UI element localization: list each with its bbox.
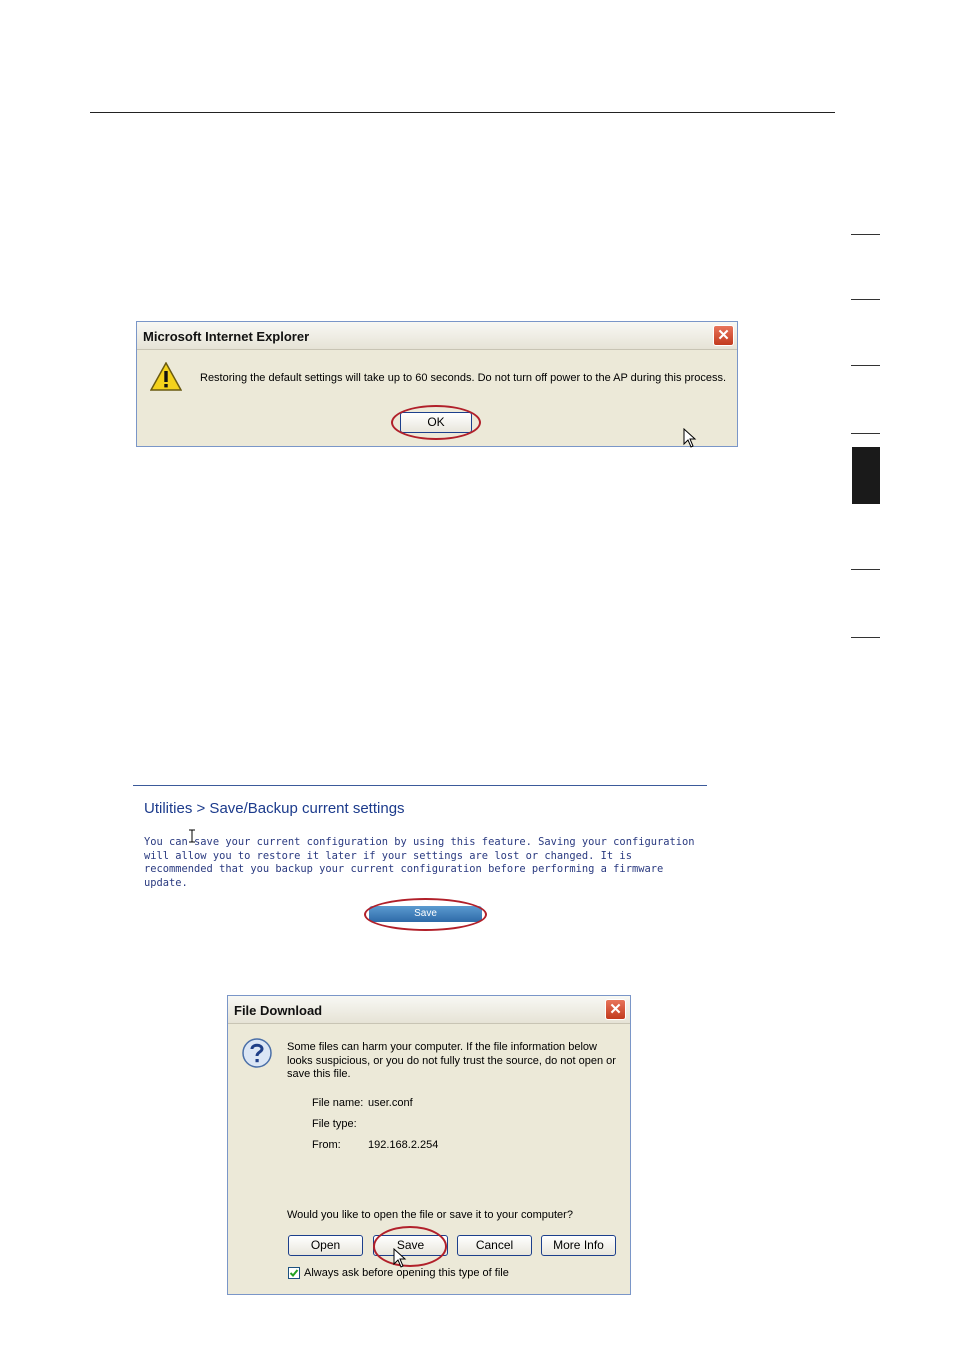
utilities-header-rule: [133, 785, 707, 786]
section-tick-2: [851, 299, 880, 300]
file-download-title: File Download: [234, 1003, 323, 1018]
file-download-question: Would you like to open the file or save it to your computer?: [287, 1209, 573, 1221]
utilities-title: Utilities > Save/Backup current settings: [144, 800, 405, 817]
utilities-description: You can save your current configuration by using this feature. Saving your configuration will allow you to restore it later if your settings are lost or changed. It is recommended that you backup your current configuration before performing a firmware update.: [144, 836, 695, 889]
section-tick-5: [851, 569, 880, 570]
ie-alert-title: Microsoft Internet Explorer: [143, 329, 310, 344]
file-name-value: user.conf: [368, 1097, 413, 1109]
warning-icon: [150, 362, 182, 392]
save-button[interactable]: Save: [369, 906, 482, 922]
cancel-button[interactable]: Cancel: [457, 1235, 532, 1256]
file-type-label: File type:: [312, 1118, 357, 1130]
open-button[interactable]: Open: [288, 1235, 363, 1256]
save-button[interactable]: Save: [373, 1235, 448, 1256]
always-ask-checkbox[interactable]: [288, 1267, 300, 1279]
file-download-dialog: [227, 995, 631, 1295]
ie-alert-titlebar: [137, 322, 737, 350]
section-tick-1: [851, 234, 880, 235]
ok-button[interactable]: OK: [400, 412, 472, 433]
close-icon[interactable]: ✕: [713, 325, 734, 346]
question-icon: [241, 1038, 274, 1071]
text-cursor-icon: [188, 829, 196, 843]
more-info-button[interactable]: More Info: [541, 1235, 616, 1256]
checkmark-icon: [289, 1268, 299, 1278]
save-highlight-ring: [364, 898, 487, 931]
file-name-label: File name:: [312, 1097, 364, 1109]
always-ask-label: Always ask before opening this type of file: [304, 1267, 509, 1279]
file-download-warning: Some files can harm your computer. If the file information below looks suspicious, or you do not fully trust the source, do not open or save this file.: [287, 1041, 616, 1080]
ie-alert-message: Restoring the default settings will take up to 60 seconds. Do not turn off power to the AP during this process.: [200, 372, 727, 384]
mouse-cursor-icon: [393, 1248, 407, 1268]
file-download-titlebar: [228, 996, 630, 1024]
close-icon[interactable]: ✕: [605, 999, 626, 1020]
ok-highlight-ring: [391, 405, 481, 440]
save-highlight-ring: [373, 1226, 447, 1267]
ie-alert-dialog: [136, 321, 738, 447]
top-rule: [90, 112, 835, 113]
section-tick-4: [851, 433, 880, 434]
from-label: From:: [312, 1139, 341, 1151]
section-tick-3: [851, 365, 880, 366]
section-tick-6: [851, 637, 880, 638]
active-section-tab: [852, 447, 880, 504]
from-value: 192.168.2.254: [368, 1139, 439, 1151]
mouse-cursor-icon: [683, 428, 697, 448]
